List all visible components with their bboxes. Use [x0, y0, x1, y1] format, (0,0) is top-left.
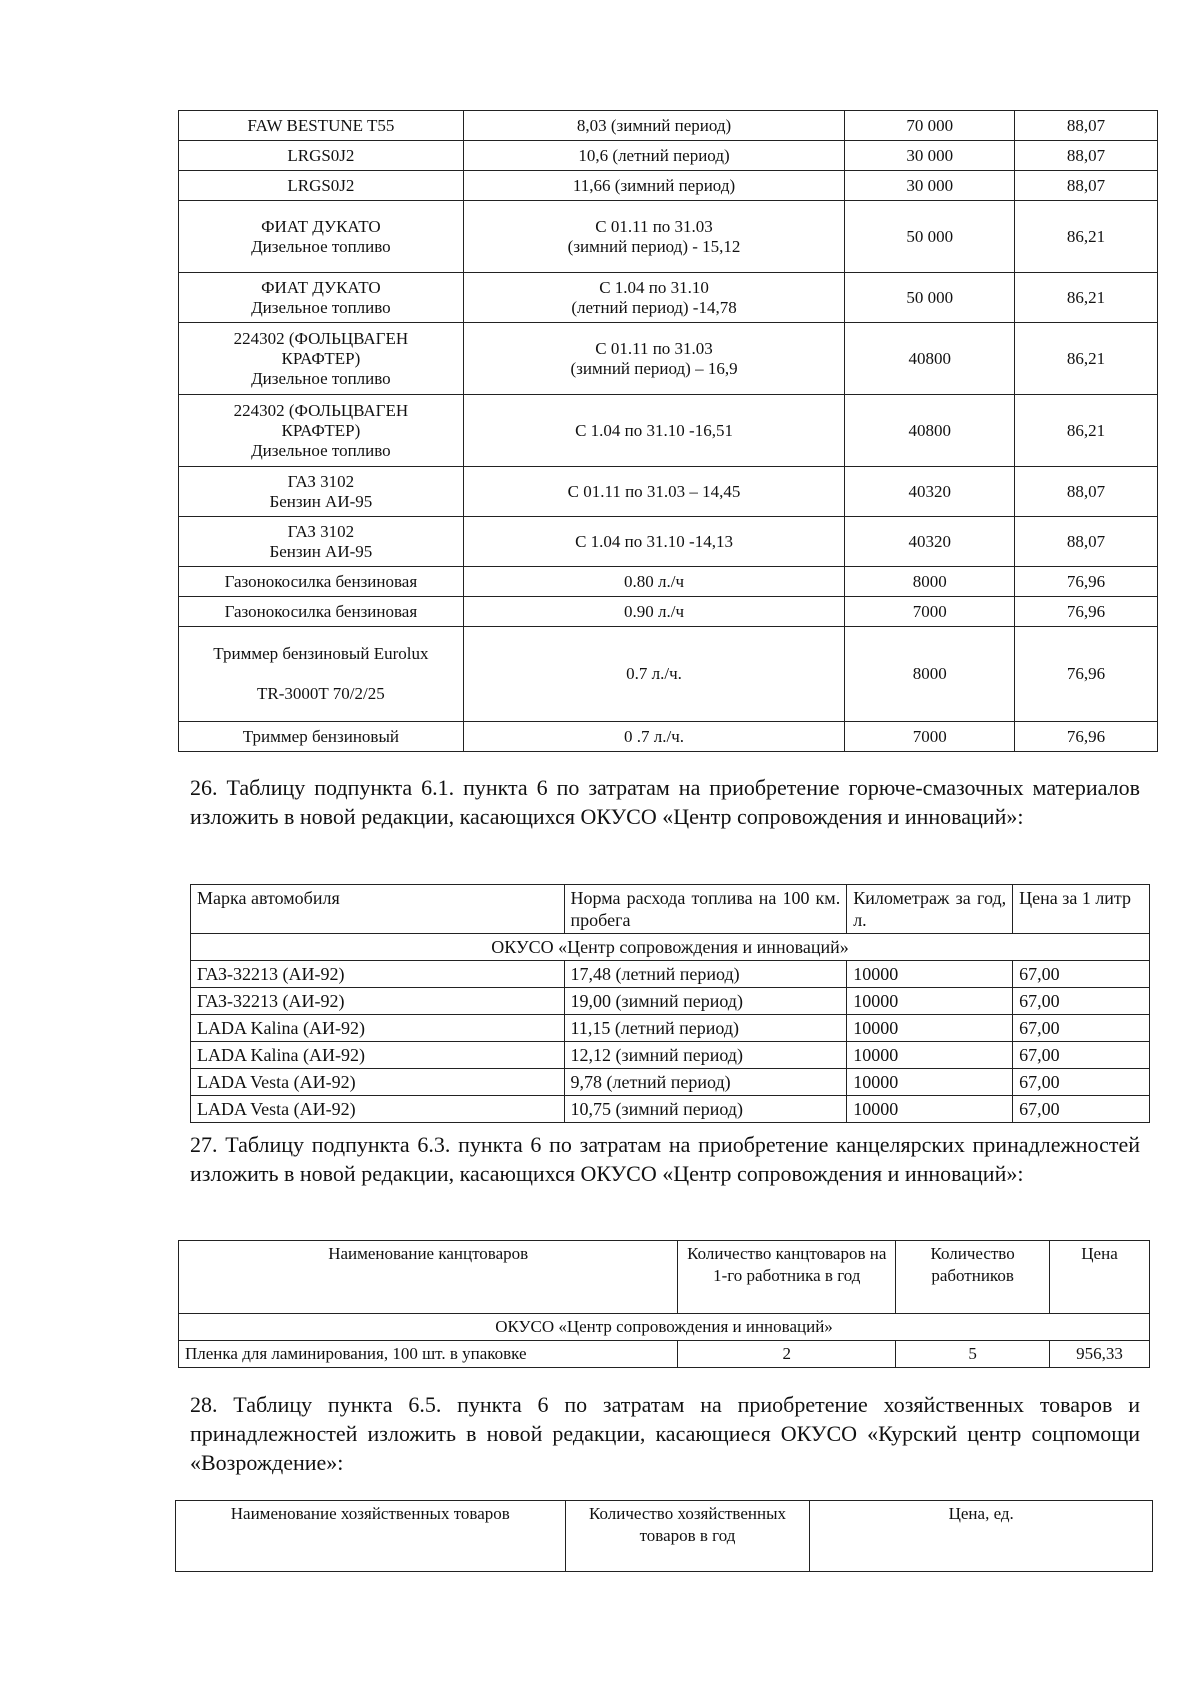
cell-car-brand: LADA Vesta (АИ-92) — [191, 1069, 565, 1096]
cell-vehicle-name: Триммер бензиновый Eurolux TR-3000T 70/2/25 — [179, 627, 464, 722]
table-row — [179, 597, 1158, 627]
cell-mileage: 8000 — [845, 627, 1015, 722]
okuso-fuel-table — [190, 884, 1150, 1123]
cell-price: 86,21 — [1015, 201, 1158, 273]
table-row — [179, 467, 1158, 517]
table-row — [179, 171, 1158, 201]
cell-price: 67,00 — [1013, 961, 1150, 988]
cell-price: 88,07 — [1015, 467, 1158, 517]
table-row — [179, 722, 1158, 752]
cell-price: 67,00 — [1013, 988, 1150, 1015]
header-fuel-norm: Норма расхода топлива на 100 км. пробега — [564, 885, 847, 934]
cell-stationery-name: Пленка для ламинирования, 100 шт. в упаковке — [179, 1341, 678, 1368]
header-household-qty: Количество хозяйственных товаров в год — [565, 1501, 810, 1572]
header-household-price: Цена, ед. — [810, 1501, 1153, 1572]
cell-vehicle-name: ФИАТ ДУКАТО Дизельное топливо — [179, 273, 464, 323]
cell-mileage: 10000 — [847, 1096, 1013, 1123]
cell-price: 76,96 — [1015, 567, 1158, 597]
cell-fuel-norm: С 1.04 по 31.10 -16,51 — [463, 395, 845, 467]
cell-vehicle-name: LRGS0J2 — [179, 141, 464, 171]
cell-vehicle-name: Триммер бензиновый — [179, 722, 464, 752]
header-price-per-liter: Цена за 1 литр — [1013, 885, 1150, 934]
cell-car-brand: LADA Kalina (АИ-92) — [191, 1042, 565, 1069]
cell-vehicle-name: ГАЗ 3102 Бензин АИ-95 — [179, 517, 464, 567]
table-subheader-row — [179, 1314, 1150, 1341]
cell-mileage: 40800 — [845, 395, 1015, 467]
cell-mileage: 10000 — [847, 988, 1013, 1015]
cell-mileage: 40800 — [845, 323, 1015, 395]
table-header-row — [176, 1501, 1153, 1572]
table-header-row — [191, 885, 1150, 934]
paragraph-27: 27. Таблицу подпункта 6.3. пункта 6 по затратам на приобретение канцелярских принадлежностей изложить в новой редакции, касающихся ОКУСО «Центр сопровождения и инноваций»: — [190, 1132, 1140, 1186]
cell-price: 67,00 — [1013, 1096, 1150, 1123]
table-row — [179, 201, 1158, 273]
okuso-fuel-rows — [191, 961, 1150, 1123]
table-row — [179, 567, 1158, 597]
cell-vehicle-name: FAW BESTUNE T55 — [179, 111, 464, 141]
cell-vehicle-name: Газонокосилка бензиновая — [179, 567, 464, 597]
table-row — [179, 395, 1158, 467]
cell-price: 76,96 — [1015, 627, 1158, 722]
cell-fuel-norm: 17,48 (летний период) — [564, 961, 847, 988]
cell-fuel-norm: 0.90 л./ч — [463, 597, 845, 627]
cell-fuel-norm: 19,00 (зимний период) — [564, 988, 847, 1015]
table-row — [179, 1341, 1150, 1368]
cell-mileage: 40320 — [845, 517, 1015, 567]
table-row — [179, 323, 1158, 395]
cell-mileage: 10000 — [847, 1042, 1013, 1069]
cell-mileage: 40320 — [845, 467, 1015, 517]
cell-price: 86,21 — [1015, 323, 1158, 395]
header-workers-count: Количество работников — [896, 1241, 1050, 1314]
cell-fuel-norm: С 01.11 по 31.03 – 14,45 — [463, 467, 845, 517]
header-stationery-qty: Количество канцтоваров на 1-го работника в год — [678, 1241, 896, 1314]
table-row — [191, 961, 1150, 988]
cell-price: 88,07 — [1015, 171, 1158, 201]
cell-fuel-norm: 10,75 (зимний период) — [564, 1096, 847, 1123]
table-row — [179, 111, 1158, 141]
organization-subheader: ОКУСО «Центр сопровождения и инноваций» — [191, 934, 1150, 961]
cell-stationery-qty: 2 — [678, 1341, 896, 1368]
table-row — [191, 1096, 1150, 1123]
table-row — [179, 627, 1158, 722]
cell-fuel-norm: 10,6 (летний период) — [463, 141, 845, 171]
cell-vehicle-name: ГАЗ 3102 Бензин АИ-95 — [179, 467, 464, 517]
cell-vehicle-name: Газонокосилка бензиновая — [179, 597, 464, 627]
stationery-table — [178, 1240, 1150, 1368]
header-household-name: Наименование хозяйственных товаров — [176, 1501, 566, 1572]
cell-mileage: 10000 — [847, 961, 1013, 988]
cell-car-brand: LADA Kalina (АИ-92) — [191, 1015, 565, 1042]
cell-vehicle-name: 224302 (ФОЛЬЦВАГЕН КРАФТЕР) Дизельное топливо — [179, 395, 464, 467]
cell-fuel-norm: С 01.11 по 31.03 (зимний период) - 15,12 — [463, 201, 845, 273]
cell-workers-count: 5 — [896, 1341, 1050, 1368]
header-mileage: Километраж за год, л. — [847, 885, 1013, 934]
cell-price: 88,07 — [1015, 141, 1158, 171]
cell-fuel-norm: 0 .7 л./ч. — [463, 722, 845, 752]
cell-vehicle-name: LRGS0J2 — [179, 171, 464, 201]
cell-mileage: 50 000 — [845, 273, 1015, 323]
cell-price: 88,07 — [1015, 111, 1158, 141]
cell-mileage: 10000 — [847, 1015, 1013, 1042]
cell-fuel-norm: С 1.04 по 31.10 (летний период) -14,78 — [463, 273, 845, 323]
cell-fuel-norm: 9,78 (летний период) — [564, 1069, 847, 1096]
cell-price: 67,00 — [1013, 1042, 1150, 1069]
organization-subheader: ОКУСО «Центр сопровождения и инноваций» — [179, 1314, 1150, 1341]
table-row — [179, 517, 1158, 567]
table-subheader-row — [191, 934, 1150, 961]
table-row — [179, 141, 1158, 171]
table-row — [191, 1042, 1150, 1069]
cell-price: 88,07 — [1015, 517, 1158, 567]
cell-stationery-price: 956,33 — [1050, 1341, 1150, 1368]
cell-price: 86,21 — [1015, 395, 1158, 467]
header-stationery-name: Наименование канцтоваров — [179, 1241, 678, 1314]
table-row — [179, 273, 1158, 323]
cell-mileage: 30 000 — [845, 141, 1015, 171]
cell-car-brand: LADA Vesta (АИ-92) — [191, 1096, 565, 1123]
cell-vehicle-name: 224302 (ФОЛЬЦВАГЕН КРАФТЕР) Дизельное топливо — [179, 323, 464, 395]
cell-mileage: 10000 — [847, 1069, 1013, 1096]
table-row — [191, 988, 1150, 1015]
paragraph-26: 26. Таблицу подпункта 6.1. пункта 6 по затратам на приобретение горюче-смазочных материалов изложить в новой редакции, касающихся ОКУСО «Центр сопровождения и инноваций»: — [190, 775, 1140, 829]
cell-fuel-norm: 12,12 (зимний период) — [564, 1042, 847, 1069]
table-row — [191, 1015, 1150, 1042]
cell-price: 67,00 — [1013, 1069, 1150, 1096]
fuel-norms-table — [178, 110, 1158, 752]
cell-fuel-norm: С 1.04 по 31.10 -14,13 — [463, 517, 845, 567]
cell-mileage: 8000 — [845, 567, 1015, 597]
cell-mileage: 7000 — [845, 722, 1015, 752]
cell-car-brand: ГАЗ-32213 (АИ-92) — [191, 961, 565, 988]
table-header-row — [179, 1241, 1150, 1314]
cell-fuel-norm: 11,66 (зимний период) — [463, 171, 845, 201]
cell-fuel-norm: 8,03 (зимний период) — [463, 111, 845, 141]
cell-mileage: 70 000 — [845, 111, 1015, 141]
cell-mileage: 30 000 — [845, 171, 1015, 201]
header-stationery-price: Цена — [1050, 1241, 1150, 1314]
cell-mileage: 7000 — [845, 597, 1015, 627]
cell-mileage: 50 000 — [845, 201, 1015, 273]
cell-price: 86,21 — [1015, 273, 1158, 323]
cell-car-brand: ГАЗ-32213 (АИ-92) — [191, 988, 565, 1015]
cell-price: 76,96 — [1015, 597, 1158, 627]
cell-vehicle-name: ФИАТ ДУКАТО Дизельное топливо — [179, 201, 464, 273]
cell-price: 67,00 — [1013, 1015, 1150, 1042]
cell-fuel-norm: С 01.11 по 31.03 (зимний период) – 16,9 — [463, 323, 845, 395]
cell-fuel-norm: 0.80 л./ч — [463, 567, 845, 597]
cell-fuel-norm: 11,15 (летний период) — [564, 1015, 847, 1042]
cell-fuel-norm: 0.7 л./ч. — [463, 627, 845, 722]
header-car-brand: Марка автомобиля — [191, 885, 565, 934]
cell-price: 76,96 — [1015, 722, 1158, 752]
table-row — [191, 1069, 1150, 1096]
fuel-norms-table-body — [179, 111, 1158, 752]
paragraph-28: 28. Таблицу пункта 6.5. пункта 6 по затратам на приобретение хозяйственных товаров и принадлежностей изложить в новой редакции, касающиеся ОКУСО «Курский центр соцпомощи «Возрождение»: — [190, 1392, 1140, 1475]
household-goods-table — [175, 1500, 1153, 1572]
